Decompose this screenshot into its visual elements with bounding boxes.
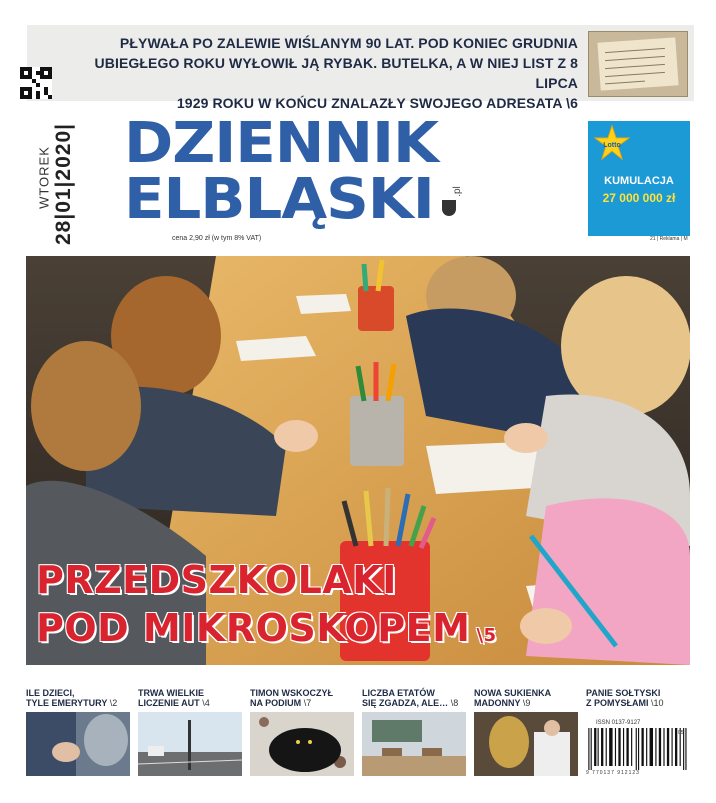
headline-line-1: PRZEDSZKOLAKI [36, 558, 397, 602]
teaser-thumb [26, 712, 130, 776]
teaser-line-1: PŁYWAŁA PO ZALEWIE WIŚLANYM 90 LAT. POD KONIEC GRUDNIA [119, 35, 578, 51]
qr-code-icon[interactable] [20, 67, 52, 99]
barcode-number: 9 770137 912123 [586, 770, 640, 776]
lotto-amount: 27 000 000 zł [602, 191, 676, 205]
issn-number: ISSN 0137-9127 [596, 720, 641, 726]
svg-text:Lotto: Lotto [603, 142, 621, 149]
newspaper-logo[interactable] [124, 111, 464, 232]
caption-ref: \10 [651, 698, 664, 708]
teaser-line-2: UBIEGŁEGO ROKU WYŁOWIŁ JĄ RYBAK. BUTELKA, A W NIEJ LIST Z 8 LIPCA [94, 55, 578, 91]
cover-price: cena 2,90 zł (w tym 8% VAT) [172, 235, 262, 242]
logo-domain: .pl [451, 186, 463, 197]
weekday: WTOREK [36, 146, 52, 209]
caption-ref: \2 [109, 698, 118, 708]
caption-l2: SIĘ ZGADZA, ALE… \8 [362, 698, 459, 708]
teaser-item-timon[interactable] [250, 688, 354, 776]
caption-ref: \7 [303, 698, 312, 708]
teaser-thumb-madonna [474, 712, 578, 776]
teaser-item-caption [362, 688, 466, 712]
date-number: 28|01|2020| [52, 122, 75, 246]
caption-l1: NOWA SUKIENKA [474, 688, 552, 698]
teaser-item-caption [474, 688, 578, 712]
teaser-item-retirement[interactable] [26, 688, 130, 776]
headline-page-ref: \5 [476, 625, 497, 646]
teaser-item-caption [138, 688, 242, 712]
headline-line-2-wrap [36, 604, 497, 660]
logo-line-1: DZIENNIK [124, 111, 438, 176]
barcode-icon [586, 728, 690, 770]
caption-l2: Z POMYSŁAMI \10 [586, 698, 664, 708]
issue-number: 05 [678, 730, 684, 736]
headline-line-2: POD MIKROSKOPEM [36, 606, 471, 650]
barcode-area [586, 700, 690, 780]
teaser-item-caption [26, 688, 130, 712]
lotto-note: 21 | Reklama | M [650, 236, 688, 242]
logo-dot-icon [442, 200, 456, 216]
lotto-ad[interactable] [588, 121, 690, 236]
teaser-photo-letter [588, 31, 688, 97]
caption-l1: LICZBA ETATÓW [362, 688, 435, 698]
side-legal-text [7, 248, 19, 678]
caption-l2: LICZENIE AUT \4 [138, 698, 210, 708]
teaser-thumb-cat [250, 712, 354, 776]
teaser-headline [58, 33, 578, 113]
teaser-item-madonna[interactable] [474, 688, 578, 776]
caption-l2: MADONNY \9 [474, 698, 531, 708]
caption-ref: \8 [450, 698, 459, 708]
caption-l2: NA PODIUM \7 [250, 698, 312, 708]
caption-ref: \4 [202, 698, 210, 708]
main-headline[interactable] [36, 556, 497, 660]
teaser-line-3-text: 1929 ROKU W KOŃCU ZNALAZŁY SWOJEGO ADRESATA [176, 95, 563, 111]
lotto-star-icon [594, 125, 630, 161]
lotto-label: KUMULACJA [604, 175, 674, 187]
caption-l1: PANIE SOŁTYSKI [586, 688, 661, 698]
teaser-item-jobs[interactable] [362, 688, 466, 776]
teaser-thumb [138, 712, 242, 776]
logo-line-2: ELBLĄSKI [124, 167, 434, 232]
teaser-item-caption [250, 688, 354, 712]
caption-l1: TRWA WIELKIE [138, 688, 204, 698]
teaser-line-3 [58, 93, 578, 113]
issue-date [24, 122, 75, 246]
teaser-page-ref: \6 [566, 95, 578, 111]
teaser-band[interactable] [27, 25, 694, 111]
caption-l2: TYLE EMERYTURY \2 [26, 698, 118, 708]
caption-ref: \9 [522, 698, 531, 708]
caption-l1: ILE DZIECI, [26, 688, 75, 698]
teaser-thumb-classroom [362, 712, 466, 776]
teaser-item-car-count[interactable] [138, 688, 242, 776]
caption-l1: TIMON WSKOCZYŁ [250, 688, 333, 698]
